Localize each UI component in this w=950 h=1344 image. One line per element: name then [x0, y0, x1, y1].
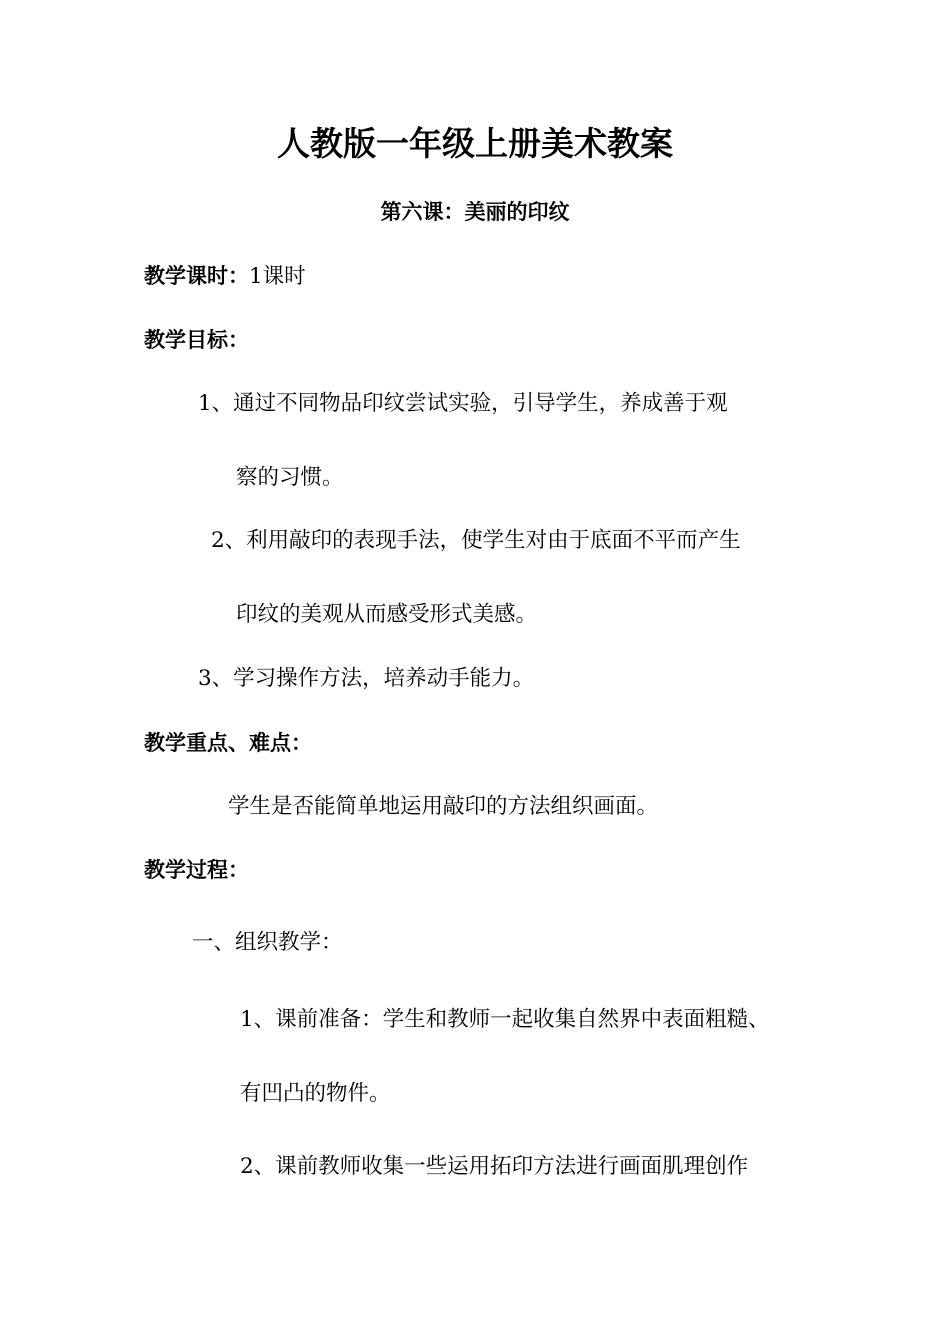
- class-hours-label: 教学课时：: [144, 264, 249, 288]
- process-item-1-line2: 有凹凸的物件。: [240, 1081, 391, 1106]
- class-hours-row: [144, 266, 306, 288]
- process-item-1-line1: 1、课前准备：学生和教师一起收集自然界中表面粗糙、: [240, 1007, 770, 1032]
- objective-item-2-line2: 印纹的美观从而感受形式美感。: [236, 602, 538, 627]
- objective-item-1-line2: 察的习惯。: [236, 465, 344, 490]
- process-item-2-line1: 2、课前教师收集一些运用拓印方法进行画面肌理创作: [240, 1154, 749, 1179]
- objective-item-2-line1: 2、利用敲印的表现手法，使学生对由于底面不平而产生: [211, 528, 741, 553]
- objective-item-1-line1: 1、通过不同物品印纹尝试实验，引导学生，养成善于观: [198, 391, 728, 416]
- lesson-title: 第六课：美丽的印纹: [380, 200, 570, 224]
- document-title: 人教版一年级上册美术教案: [277, 124, 673, 163]
- key-points-text: 学生是否能简单地运用敲印的方法组织画面。: [228, 794, 659, 819]
- key-points-heading: 教学重点、难点：: [144, 731, 312, 755]
- objective-item-3: 3、学习操作方法，培养动手能力。: [198, 666, 535, 691]
- objectives-heading: 教学目标：: [144, 328, 249, 352]
- process-heading: 教学过程：: [144, 858, 249, 882]
- process-section-1-title: 一、组织教学：: [192, 930, 343, 955]
- class-hours-value: 1课时: [249, 264, 306, 289]
